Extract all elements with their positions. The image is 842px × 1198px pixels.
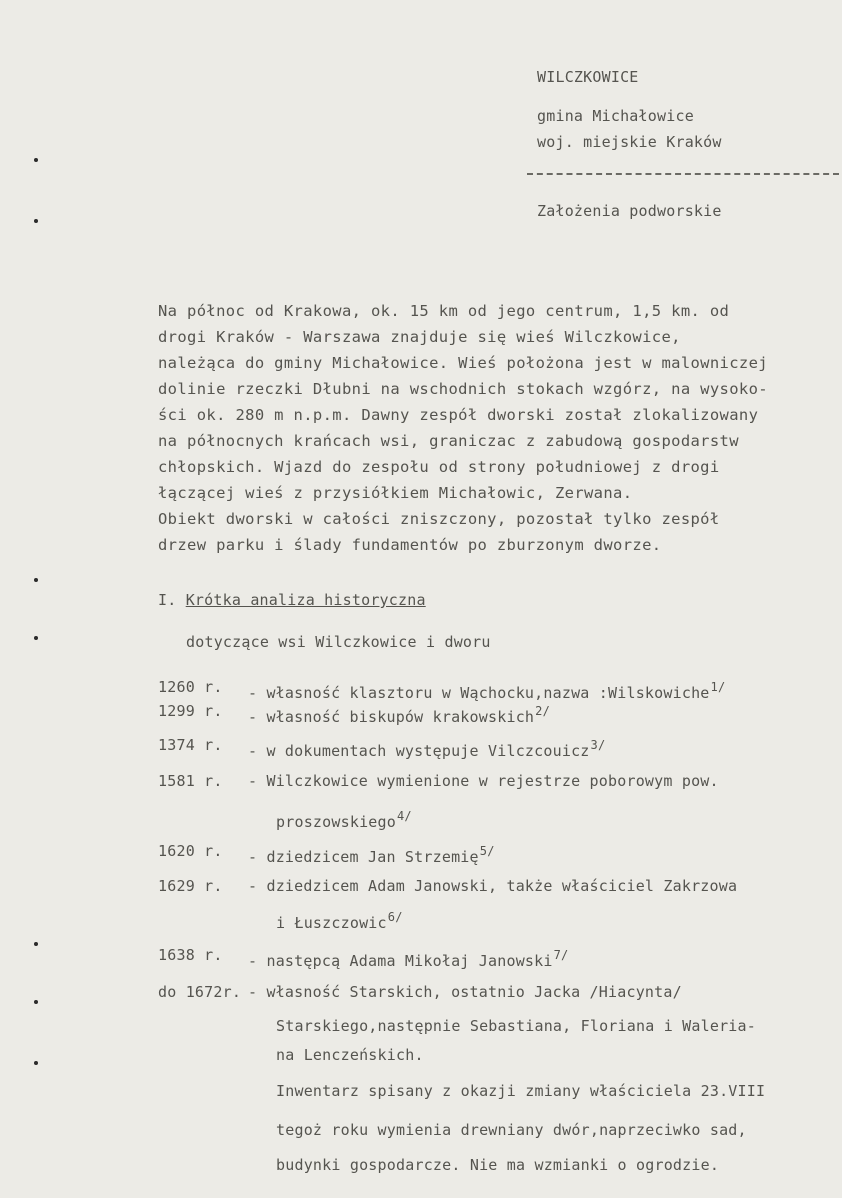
timeline-entry: - własność biskupów krakowskich$^{2/}$ bbox=[248, 704, 551, 726]
timeline-entry-continuation: Inwentarz spisany z okazji zmiany właściciela 23.VIII bbox=[276, 1082, 766, 1100]
timeline-entry-continuation: budynki gospodarcze. Nie ma wzmianki o ogrodzie. bbox=[276, 1156, 720, 1174]
footnote-ref: 1/ bbox=[710, 680, 726, 694]
binder-hole-mark bbox=[34, 1061, 38, 1065]
binder-hole-mark bbox=[34, 578, 38, 582]
timeline-entry: - własność klasztoru w Wąchocku,nazwa :Wilskowiche$^{1/}$ bbox=[248, 680, 726, 702]
footnote-ref: 4/ bbox=[397, 809, 412, 823]
section-number: I. bbox=[158, 591, 177, 609]
section-heading bbox=[158, 589, 426, 611]
intro-line: drogi Kraków - Warszawa znajduje się wieś Wilczkowice, bbox=[158, 328, 681, 346]
timeline-date: 1581 r. bbox=[158, 772, 223, 790]
section-subtitle: dotyczące wsi Wilczkowice i dworu bbox=[186, 633, 491, 651]
intro-line: Na północ od Krakowa, ok. 15 km od jego centrum, 1,5 km. od bbox=[158, 302, 730, 320]
timeline-entry: - Wilczkowice wymienione w rejestrze poborowym pow. bbox=[248, 772, 719, 790]
intro-line: chłopskich. Wjazd do zespołu od strony południowej z drogi bbox=[158, 458, 720, 476]
intro-line: drzew parku i ślady fundamentów po zburzonym dworze. bbox=[158, 536, 662, 554]
binder-hole-mark bbox=[34, 1000, 38, 1004]
document-subject: Założenia podworskie bbox=[537, 202, 722, 220]
timeline-date: 1638 r. bbox=[158, 946, 223, 964]
binder-hole-mark bbox=[34, 219, 38, 223]
binder-hole-mark bbox=[34, 636, 38, 640]
intro-line: Obiekt dworski w całości zniszczony, pozostał tylko zespół bbox=[158, 510, 720, 528]
timeline-entry: - w dokumentach występuje Vilczcouicz$^{3/}$ bbox=[248, 738, 606, 760]
timeline-date: 1299 r. bbox=[158, 702, 223, 720]
timeline-entry-continuation: proszowskiego$^{4/}$ bbox=[276, 809, 412, 831]
intro-line: łączącej wieś z przysiółkiem Michałowic, Zerwana. bbox=[158, 484, 633, 502]
timeline-entry: - dziedzicem Jan Strzemię$^{5/}$ bbox=[248, 844, 495, 866]
footnote-ref: 7/ bbox=[553, 948, 569, 962]
intro-line: ści ok. 280 m n.p.m. Dawny zespół dworski został zlokalizowany bbox=[158, 406, 759, 424]
footnote-ref: 3/ bbox=[590, 738, 606, 752]
section-title: Krótka analiza historyczna bbox=[185, 591, 426, 609]
timeline-date: 1260 r. bbox=[158, 678, 223, 696]
footnote-ref: 5/ bbox=[479, 844, 495, 858]
timeline-date: 1374 r. bbox=[158, 736, 223, 754]
timeline-date: 1620 r. bbox=[158, 842, 223, 860]
place-name: WILCZKOWICE bbox=[537, 68, 639, 86]
timeline-date: 1629 r. bbox=[158, 877, 223, 895]
footnote-ref: 2/ bbox=[535, 704, 551, 718]
binder-hole-mark bbox=[34, 158, 38, 162]
footnote-ref: 6/ bbox=[387, 910, 403, 924]
intro-line: dolinie rzeczki Dłubni na wschodnich stokach wzgórz, na wysoko- bbox=[158, 380, 768, 398]
province-name: woj. miejskie Kraków bbox=[537, 133, 722, 151]
timeline-entry-continuation: Starskiego,następnie Sebastiana, Floriana i Waleria- bbox=[276, 1017, 756, 1035]
timeline-entry: - następcą Adama Mikołaj Janowski$^{7/}$ bbox=[248, 948, 569, 970]
timeline-entry: - dziedzicem Adam Janowski, także właściciel Zakrzowa bbox=[248, 877, 738, 895]
timeline-entry: - własność Starskich, ostatnio Jacka /Hiacynta/ bbox=[248, 983, 682, 1001]
timeline-entry-continuation: na Lenczeńskich. bbox=[276, 1046, 424, 1064]
timeline-date: do 1672r. bbox=[158, 983, 242, 1001]
binder-hole-mark bbox=[34, 942, 38, 946]
intro-line: należąca do gminy Michałowice. Wieś położona jest w malowniczej bbox=[158, 354, 768, 372]
intro-line: na północnych krańcach wsi, graniczac z zabudową gospodarstw bbox=[158, 432, 739, 450]
timeline-entry-continuation: i Łuszczowic$^{6/}$ bbox=[276, 910, 403, 932]
commune-name: gmina Michałowice bbox=[537, 107, 694, 125]
timeline-entry-continuation: tegoż roku wymienia drewniany dwór,naprzeciwko sad, bbox=[276, 1121, 747, 1139]
header-divider bbox=[527, 173, 839, 175]
